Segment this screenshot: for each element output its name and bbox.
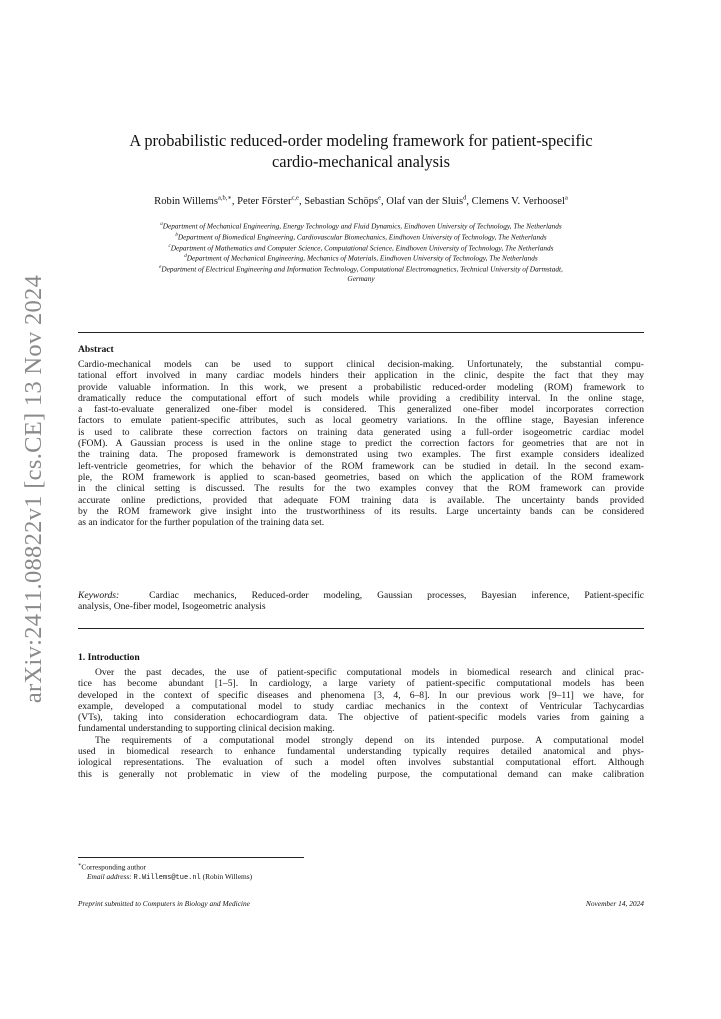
arxiv-identifier: arXiv:2411.08822v1 [cs.CE] 13 Nov 2024 xyxy=(20,274,47,704)
author-email-link[interactable]: R.Willems@tue.nl xyxy=(133,874,201,883)
abstract-line: as an indicator for the further population of the training data set. xyxy=(78,517,325,529)
footnote-email-line: Email address: R.Willems@tue.nl (Robin Willems) xyxy=(87,872,253,883)
affiliation-e-continued: Germany xyxy=(347,274,375,284)
footnote xyxy=(78,861,252,884)
abstract-line: by the ROM framework give insight into the trustworthiness of its results. Large uncertainty bands can be considered xyxy=(78,505,644,517)
abstract-top-rule xyxy=(78,332,644,333)
footnote-corresponding-author: ∗Corresponding author xyxy=(78,862,147,872)
abstract-line: factors to emulate patient-specific attributes, such as local geometry variations. In the offline stage, Bayesian inference xyxy=(78,415,644,427)
abstract-line: the training data. The proposed framework is demonstrated using two examples. The first example considers idealized xyxy=(78,449,644,461)
abstract-text xyxy=(78,359,644,528)
abstract-line: provide valuable information. In this work, we present a probabilistic reduced-order modeling (ROM) framework to xyxy=(78,381,644,393)
preprint-note: Preprint submitted to Computers in Biology and Medicine xyxy=(78,899,250,908)
intro-line: developed in the context of specific diseases and phenomena [3, 4, 6–8]. In our previous work [9–11] we have, for xyxy=(78,689,644,701)
affiliation-c: $^c$Department of Mathematics and Computer Science, Computational Science, Eindhoven University of Technology, The Netherlands xyxy=(168,243,554,253)
abstract-line: dramatically reduce the computational effort of such models while providing a credibility interval. In the online stage, xyxy=(78,392,644,404)
affiliation-b: $^b$Department of Biomedical Engineering, Cardiovascular Biomechanics, Eindhoven University of Technology, The Netherlands xyxy=(175,232,547,242)
author-2: Peter Förster$^{c,e}$, xyxy=(237,194,305,207)
keywords-line-1: Keywords: Cardiac mechanics, Reduced-order modeling, Gaussian processes, Bayesian inference, Patient-specific xyxy=(78,590,645,601)
author-4: Olaf van der Sluis$^d$, xyxy=(386,194,472,207)
intro-line: iological representations. The evaluation of such a model often involves substantial computational effort. Although xyxy=(78,757,644,769)
title-line-2: cardio-mechanical analysis xyxy=(272,152,450,171)
affiliation-list xyxy=(78,220,644,284)
affiliation-e: $^e$Department of Electrical Engineering and Information Technology, Computational Electromagnetics, Technical University of Darmstadt, xyxy=(159,264,563,274)
abstract-line: a fast-to-evaluate generalized one-fiber model is considered. This generalized one-fiber model incorporates correction xyxy=(78,404,644,416)
arxiv-identifier-stamp xyxy=(14,274,54,704)
keywords-line-2: analysis, One-fiber model, Isogeometric analysis xyxy=(78,601,266,613)
introduction-text xyxy=(78,667,644,780)
abstract-line: is used to calibrate these correction factors on training data generated using a full-order isogeometric cardiac model xyxy=(78,426,644,438)
intro-line: used in biomedical research to enhance fundamental understanding typically requires detailed anatomical and phys- xyxy=(78,746,644,758)
section-heading-introduction: 1. Introduction xyxy=(78,652,140,663)
author-list xyxy=(78,193,644,207)
author-3: Sebastian Schöps$^e$, xyxy=(304,194,387,207)
preprint-date: November 14, 2024 xyxy=(585,899,644,908)
intro-line: Over the past decades, the use of patient-specific computational models in biomedical research and clinical prac- xyxy=(95,667,644,678)
abstract-line: ple, the ROM framework is applied to scan-based geometries, based on which the application of the ROM framework xyxy=(78,471,644,483)
affiliation-a: $^a$Department of Mechanical Engineering, Energy Technology and Fluid Dynamics, Eindhoven University of Technology, The Netherlands xyxy=(160,221,562,231)
author-1: Robin Willems$^{a,b,∗}$, xyxy=(154,194,238,207)
intro-line: example, developed a computational model to study cardiac mechanics in the context of Ventricular Tachycardias xyxy=(78,700,644,712)
abstract-heading: Abstract xyxy=(78,344,114,355)
abstract-line: Cardio-mechanical models can be used to support clinical decision-making. Unfortunately, the substantial compu- xyxy=(78,359,644,370)
abstract-line: (FOM). A Gaussian process is used in the online stage to predict the correction factors for geometries that are not in xyxy=(78,438,644,450)
abstract-line: left-ventricle geometries, for which the behavior of the ROM framework can be studied in detail. In the second exam- xyxy=(78,460,644,472)
paper-title xyxy=(78,130,644,172)
intro-line: this is generally not problematic in view of the modeling purpose, the computational demand can make calibration xyxy=(78,768,644,780)
intro-line: (VTs), taking into consideration echocardiogram data. The objective of patient-specific models varies from gaining a xyxy=(78,712,644,724)
intro-line: The requirements of a computational model strongly depend on its intended purpose. A computational model xyxy=(95,734,644,746)
author-5: Clemens V. Verhoosel$^a$ xyxy=(471,194,568,207)
abstract-line: accurate online predictions, provided that adequate FOM training data is available. The uncertainty bands provided xyxy=(78,494,644,506)
abstract-bottom-rule xyxy=(78,628,644,629)
keywords-label: Keywords: xyxy=(78,590,120,601)
footnote-rule xyxy=(78,857,304,858)
intro-line: tice has become abundant [1–5]. In cardiology, a large variety of patient-specific computational models has been xyxy=(78,678,644,690)
intro-line: fundamental understanding to supporting clinical decision making. xyxy=(78,723,335,735)
abstract-line: in the clinical setting is discussed. The results for the two examples convey that the ROM framework can provide xyxy=(78,483,644,495)
keywords xyxy=(78,590,644,613)
title-line-1: A probabilistic reduced-order modeling framework for patient-specific xyxy=(129,131,593,150)
affiliation-d: $^d$Department of Mechanical Engineering, Mechanics of Materials, Eindhoven University of Technology, The Netherlands xyxy=(184,253,538,263)
abstract-line: tational effort involved in many cardiac models hinders their application in the clinic, despite the fact that they may xyxy=(78,370,644,382)
